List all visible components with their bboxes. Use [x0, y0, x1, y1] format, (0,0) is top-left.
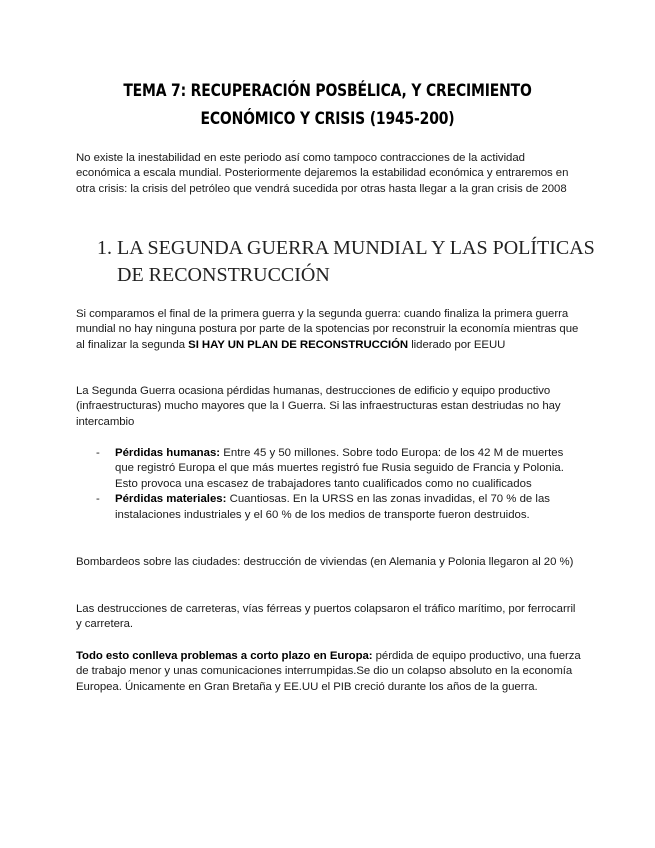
paragraph-losses: La Segunda Guerra ocasiona pérdidas humanas, destrucciones de edificio y equipo productivo (infraestructuras) mucho mayores que la I Guerra. Si las infraestructuras estan destriudas no hay intercambio	[76, 385, 561, 428]
page-title	[108, 77, 547, 133]
paragraph-comparison	[76, 307, 582, 353]
paragraph-transport: Las destrucciones de carreteras, vías férreas y puertos colapsaron el tráfico marítimo, por ferrocarril y carretera.	[76, 603, 576, 631]
list-item-text: Entre 45 y 50 millones. Sobre todo Europa: de los 42 M de muertes que registró Europa el que más muertes registró fue Rusia seguido de Francia y Polonia. Esto provoca una escasez de trabajadores tanto cualificados como no cualificados	[115, 447, 564, 490]
list-item	[96, 492, 582, 523]
section-heading	[97, 235, 597, 289]
section-number: 1.	[97, 237, 112, 259]
intro-paragraph: No existe la inestabilidad en este periodo así como tampoco contracciones de la actividad económica a escala mundial. Posteriormente dejaremos la estabilidad económica y entraremos en otra crisis: la crisis del petróleo que vendrá sucedida por otras hasta llegar a la gran crisis de 2008	[76, 152, 569, 195]
paragraph-consequences-bold: Todo esto conlleva problemas a corto plazo en Europa:	[76, 650, 373, 662]
list-dash: -	[96, 493, 100, 506]
title-line-2: ECONÓMICO Y CRISIS (1945-200)	[200, 109, 455, 129]
paragraph-consequences-text: pérdida de equipo productivo, una fuerza de trabajo menor y unas comunicaciones interrumpidas.Se dio un colapso absoluto en la economía Europea. Únicamente en Gran Bretaña y EE.UU el PIB creció durante los años de la guerra.	[76, 650, 581, 693]
paragraph-comparison-tail: liderado por EEUU	[408, 338, 506, 351]
section-heading-line-2: DE RECONSTRUCCIÓN	[117, 264, 330, 286]
list-item	[96, 446, 582, 492]
title-line-1: TEMA 7: RECUPERACIÓN POSBÉLICA, Y CRECIMIENTO	[123, 81, 532, 101]
paragraph-bombings: Bombardeos sobre las ciudades: destrucción de viviendas (en Alemania y Polonia llegaron al 20 %)	[76, 556, 574, 568]
list-item-text: Cuantiosas. En la URSS en las zonas invadidas, el 70 % de las instalaciones industriales y el 60 % de los medios de transporte fueron destruidos.	[115, 493, 550, 521]
list-dash: -	[96, 447, 100, 459]
section-heading-line-1: LA SEGUNDA GUERRA MUNDIAL Y LAS POLÍTICAS	[117, 237, 595, 259]
paragraph-comparison-bold: SI HAY UN PLAN DE RECONSTRUCCIÓN	[188, 338, 409, 351]
list-item-bold: Pérdidas materiales:	[115, 493, 227, 506]
paragraph-comparison-text: Si comparamos el final de la primera guerra y la segunda guerra: cuando finaliza la primera guerra mundial no hay ninguna postura por parte de la spotencias por reconstruir la economía mientras que al finalizar la segunda	[76, 308, 579, 351]
losses-list	[96, 446, 582, 523]
list-item-bold: Pérdidas humanas:	[115, 447, 221, 459]
paragraph-consequences	[76, 649, 582, 695]
